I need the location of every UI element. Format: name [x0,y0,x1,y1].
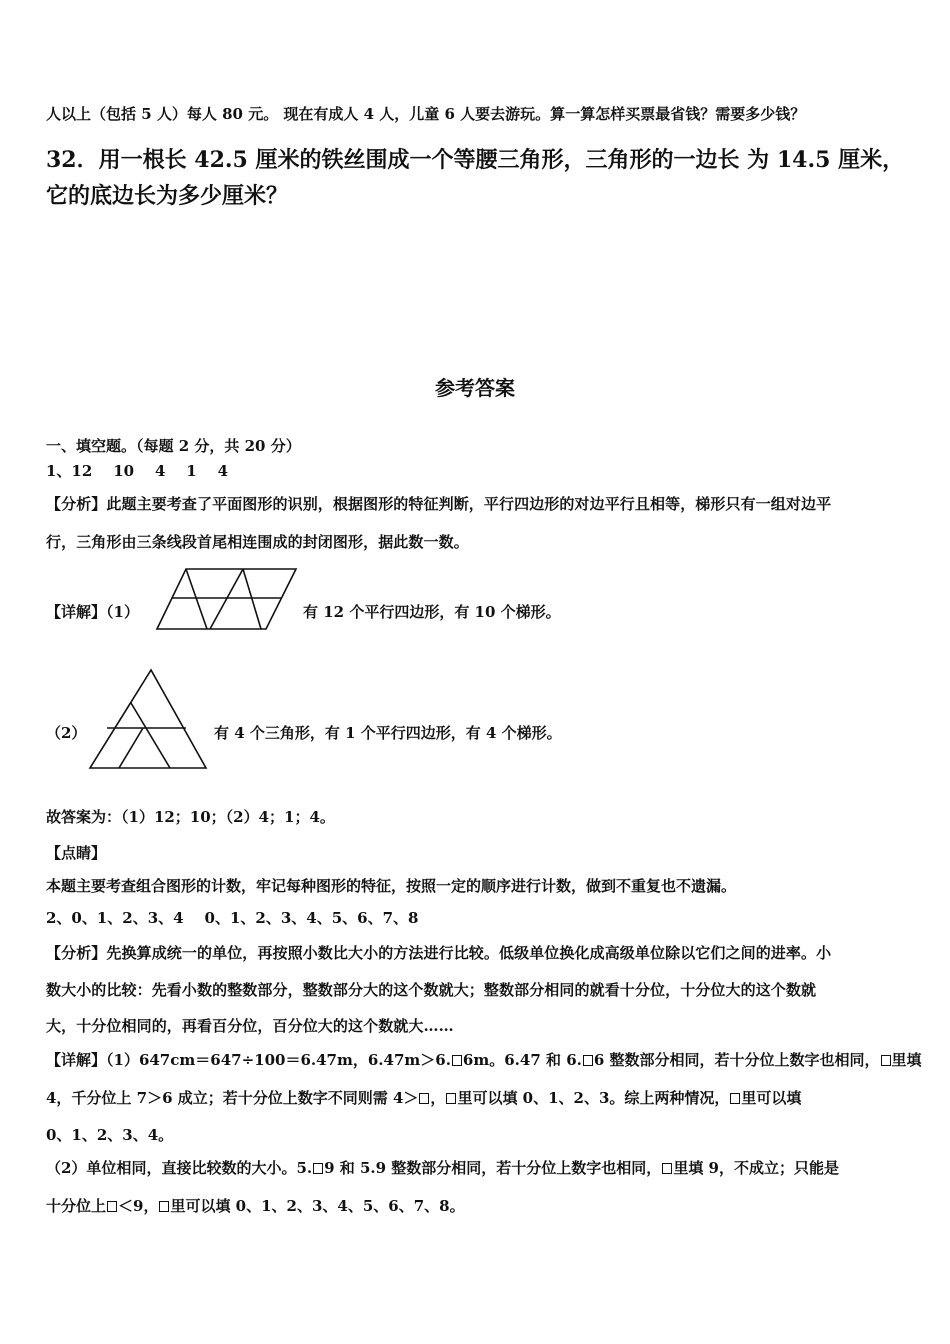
text-seg: 9 和 5.9 整数部分相同，若十分位上数字也相同， [324,1159,662,1177]
text-seg: 里可以填 [741,1089,802,1107]
answer-2-detail-line2 [46,1088,801,1108]
answer-2-detail2-line1 [46,1158,839,1178]
answer-2-detail-line1 [46,1050,922,1070]
blank-box-icon [662,1163,672,1174]
blank-box-icon [583,1055,593,1066]
text-seg: 里填 [891,1051,922,1069]
section-1-heading: 一、填空题。（每题 2 分，共 20 分） [46,437,301,455]
question-32-line1: 32．用一根长 42.5 厘米的铁丝围成一个等腰三角形，三角形的一边长 为 14.5 厘米， [46,147,905,173]
answer-1-analysis-line1: 【分析】此题主要考查了平面图形的识别，根据图形的特征判断，平行四边形的对边平行且相等，梯形只有一组对边平 [46,495,832,513]
answer-1-detail-label: 【详解】（1） [46,603,139,621]
answer-1-detail2-label: （2） [46,724,87,742]
answers-title: 参考答案 [435,376,515,400]
blank-box-icon [313,1163,323,1174]
text-seg: （2）单位相同，直接比较数的大小。5. [46,1159,313,1177]
question-31-continuation: 人以上（包括 5 人）每人 80 元。 现在有成人 4 人，儿童 6 人要去游玩。算一算怎样买票最省钱？需要多少钱？ [46,105,806,123]
answer-1-conclusion: 故答案为：（1）12；10；（2）4；1；4。 [46,808,335,826]
text-seg: 6 整数部分相同，若十分位上数字也相同， [593,1051,880,1069]
question-32-line2: 它的底边长为多少厘米？ [46,183,289,209]
answer-2-detail-line3: 0、1、2、3、4。 [46,1126,174,1144]
blank-box-icon [881,1055,891,1066]
blank-box-icon [107,1201,117,1212]
answer-1-comment: 本题主要考查组合图形的计数，牢记每种图形的特征，按照一定的顺序进行计数，做到不重复也不遗漏。 [46,877,737,895]
answer-2-analysis-line2: 数大小的比较：先看小数的整数部分，整数部分大的这个数就大；整数部分相同的就看十分位，十分位大的这个数就 [46,981,817,999]
blank-box-icon [419,1093,429,1104]
text-seg: ＜9， [118,1197,159,1215]
answer-2-detail2-line2 [46,1196,465,1216]
answer-1: 1、12 10 4 1 4 [46,462,229,480]
text-seg: 里可以填 0、1、2、3、4、5、6、7、8。 [170,1197,465,1215]
answer-2-analysis-line1: 【分析】先换算成统一的单位，再按照小数比大小的方法进行比较。低级单位换化成高级单位除以它们之间的进率。小 [46,944,832,962]
text-seg: 十分位上 [46,1197,107,1215]
blank-box-icon [446,1093,456,1104]
answer-2: 2、0、1、2、3、4 0、1、2、3、4、5、6、7、8 [46,909,419,927]
text-seg: ， [430,1089,446,1107]
text-seg: 里填 9，不成立；只能是 [673,1159,839,1177]
text-seg: 里可以填 0、1、2、3。综上两种情况， [457,1089,730,1107]
answer-1-detail-text2: 有 4 个三角形，有 1 个平行四边形，有 4 个梯形。 [214,724,562,742]
answer-1-comment-label: 【点睛】 [46,844,107,862]
answer-2-analysis-line3: 大，十分位相同的，再看百分位，百分位大的这个数就大…… [46,1017,454,1035]
text-seg: 6m。6.47 和 6. [462,1051,582,1069]
parallelogram-figure [155,566,300,632]
text-seg: 【详解】（1）647cm＝647÷100＝6.47m，6.47m＞6. [46,1051,451,1069]
blank-box-icon [452,1055,462,1066]
text-seg: 4，千分位上 7＞6 成立；若十分位上数字不同则需 4＞ [46,1089,419,1107]
answer-1-analysis-line2: 行，三角形由三条线段首尾相连围成的封闭图形，据此数一数。 [46,533,469,551]
blank-box-icon [159,1201,169,1212]
triangle-figure [87,667,210,771]
blank-box-icon [730,1093,740,1104]
answer-1-detail-text1: 有 12 个平行四边形，有 10 个梯形。 [303,603,561,621]
